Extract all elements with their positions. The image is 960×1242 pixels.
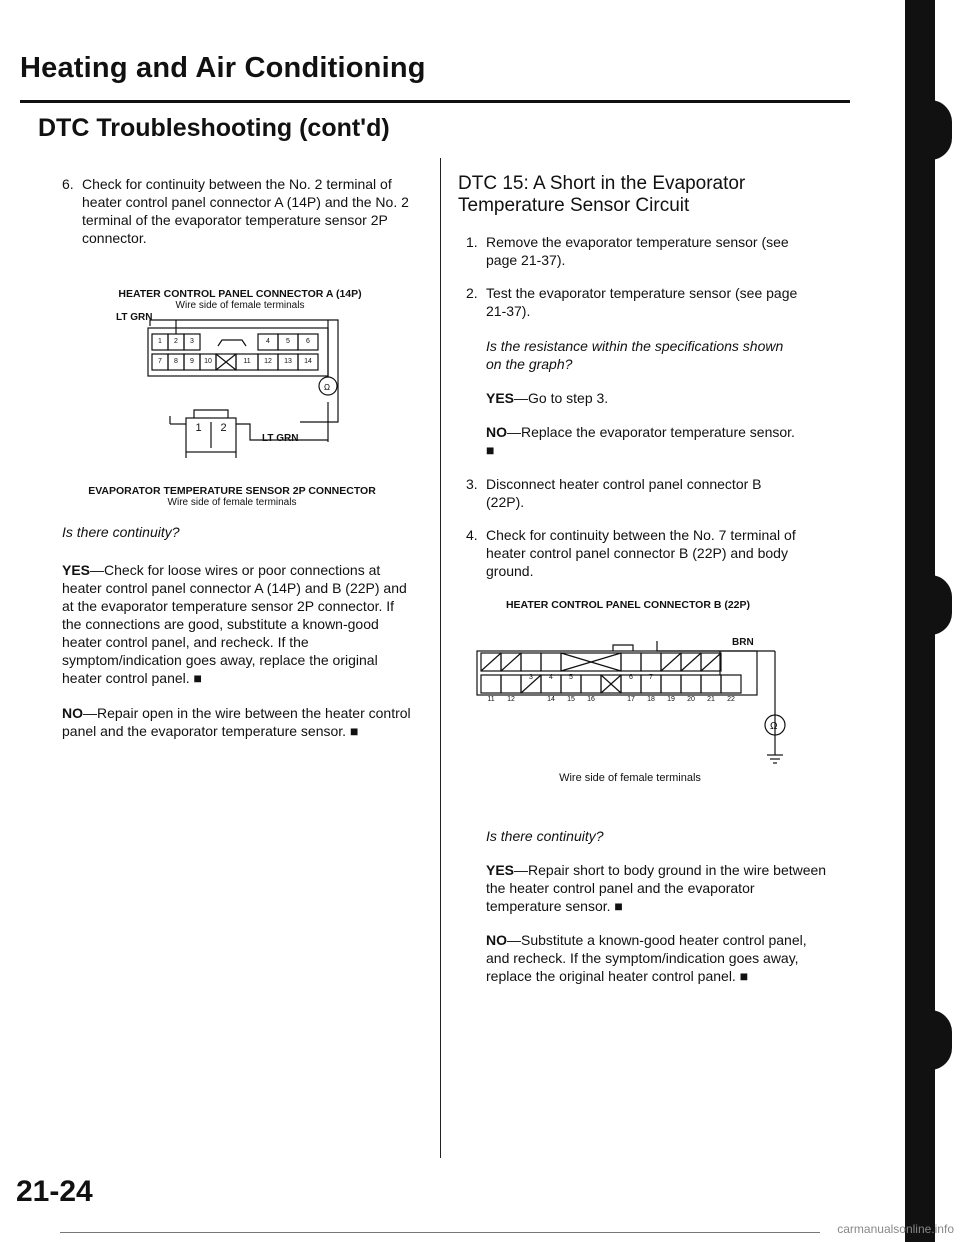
pin-number: 12 <box>264 358 272 365</box>
pin-number: 18 <box>647 696 655 703</box>
ohm-symbol: Ω <box>324 383 330 392</box>
pin-number: 14 <box>547 696 555 703</box>
no-label: NO <box>62 705 83 721</box>
pin-number: 1 <box>158 338 162 345</box>
pin-number: 9 <box>190 358 194 365</box>
step-text: Check for continuity between the No. 7 terminal of heater control panel connector B (22P) and body ground. <box>486 527 796 579</box>
step-2 <box>466 284 798 320</box>
ohm-symbol: Ω <box>770 721 778 732</box>
no-text: —Repair open in the wire between the heater control panel and the evaporator temperature sensor. <box>62 705 411 739</box>
footer-rule <box>60 1232 820 1233</box>
pin-number: 11 <box>243 358 251 365</box>
pin-number: 16 <box>587 696 595 703</box>
pin-number: 5 <box>569 674 573 681</box>
pin-number: 10 <box>204 358 212 365</box>
yes-label: YES <box>486 390 515 406</box>
step-text: Disconnect heater control panel connector B (22P). <box>486 476 762 510</box>
sensor-pin-number: 2 <box>220 422 227 434</box>
pin-number: 4 <box>549 674 553 681</box>
connector-a-subcaption: Wire side of female terminals <box>175 300 305 311</box>
pin-number: 7 <box>158 358 162 365</box>
yes-text: —Go to step 3. <box>514 390 609 406</box>
pin-number: 13 <box>284 358 292 365</box>
no-text: —Substitute a known-good heater control panel, and recheck. If the symptom/indication goes away, replace the original heater control panel. <box>486 932 807 984</box>
wire-color-label-2: LT GRN <box>262 433 299 444</box>
connector-b-caption: HEATER CONTROL PANEL CONNECTOR B (22P) <box>505 599 751 611</box>
pin-number: 15 <box>567 696 575 703</box>
pin-number: 11 <box>487 696 495 703</box>
dtc-title: DTC 15: A Short in the Evaporator Temperature Sensor Circuit <box>458 173 746 216</box>
connector-b-subcaption: Wire side of female terminals <box>559 772 701 784</box>
step-1 <box>466 233 798 269</box>
step-number: 6. <box>62 176 74 192</box>
pin-number: 6 <box>629 674 633 681</box>
no-answer-2: NO—Substitute a known-good heater control panel, and recheck. If the symptom/indication goes away, replace the original heater control panel. ■ <box>486 932 807 984</box>
pin-number: 12 <box>507 696 515 703</box>
right-column <box>458 173 798 580</box>
connector-a-diagram <box>110 312 350 474</box>
pin-number: 3 <box>529 674 533 681</box>
pin-number: 14 <box>304 358 312 365</box>
no-label: NO <box>486 932 507 948</box>
pin-number: 22 <box>727 696 735 703</box>
pin-number: 2 <box>174 338 178 345</box>
yes-text: —Check for loose wires or poor connections at heater control panel connector A (14P) and B (22P) and at the evaporator temperature sensor 2P connector. If the connections are good, substitute a known-good heater control panel, and recheck. If the symptom/indication goes away, replace the original heater control panel. <box>62 562 407 686</box>
wire-color-label-1: LT GRN <box>116 312 153 323</box>
pin-number: 3 <box>190 338 194 345</box>
pin-number: 7 <box>649 674 653 681</box>
connector-a-caption: HEATER CONTROL PANEL CONNECTOR A (14P) <box>118 288 362 300</box>
step-number: 1. <box>466 234 478 250</box>
yes-label: YES <box>486 862 515 878</box>
step-number: 3. <box>466 476 478 492</box>
left-column <box>62 175 410 247</box>
yes-text: —Repair short to body ground in the wire between the heater control panel and the evaporator temperature sensor. <box>486 862 827 914</box>
ground-icon <box>765 745 795 771</box>
connector-b-diagram <box>475 635 795 745</box>
column-divider <box>440 158 441 1158</box>
no-answer-1: NO—Replace the evaporator temperature sensor. ■ <box>486 424 795 458</box>
sensor-connector-subcaption: Wire side of female terminals <box>167 497 297 508</box>
watermark: carmanualsonline.info <box>837 1222 954 1236</box>
step-number: 2. <box>466 285 478 301</box>
pin-number: 21 <box>707 696 715 703</box>
yes-answer-2: YES—Repair short to body ground in the wire between the heater control panel and the evaporator temperature sensor. ■ <box>486 862 827 914</box>
step-number: 4. <box>466 527 478 543</box>
pin-number: 20 <box>687 696 695 703</box>
question-continuity: Is there continuity? <box>486 828 604 844</box>
page-number: 21-24 <box>16 1175 93 1208</box>
step-3 <box>466 475 798 511</box>
yes-answer: YES—Check for loose wires or poor connections at heater control panel connector A (14P) and B (22P) and at the evaporator temperature sensor 2P connector. If the connections are good, substitute a known-good heater control panel, and recheck. If the symptom/indication goes away, replace the original heater control panel. ■ <box>62 562 407 686</box>
right-answers <box>486 827 831 985</box>
no-answer: NO—Repair open in the wire between the heater control panel and the evaporator temperature sensor. ■ <box>62 705 411 739</box>
pin-number: 5 <box>286 338 290 345</box>
pin-number: 8 <box>174 358 178 365</box>
no-text: —Replace the evaporator temperature sensor. <box>507 424 795 440</box>
step-text: Check for continuity between the No. 2 terminal of heater control panel connector A (14P) and the No. 2 terminal of the evaporator temperature sensor 2P connector. <box>82 176 409 246</box>
yes-answer-1 <box>486 389 798 407</box>
wire-color-label: BRN <box>732 637 754 648</box>
left-answers <box>62 523 412 740</box>
no-label: NO <box>486 424 507 440</box>
pin-number: 6 <box>306 338 310 345</box>
question-resistance: Is the resistance within the specifications shown on the graph? <box>486 338 784 372</box>
pin-number: 17 <box>627 696 635 703</box>
step-text: Test the evaporator temperature sensor (see page 21-37). <box>486 285 798 319</box>
step-4 <box>466 526 798 580</box>
pin-number: 19 <box>667 696 675 703</box>
step-6 <box>62 175 410 247</box>
question: Is there continuity? <box>62 524 180 540</box>
title-rule <box>20 100 850 103</box>
sensor-connector-caption: EVAPORATOR TEMPERATURE SENSOR 2P CONNECTOR <box>88 485 376 497</box>
section-title: DTC Troubleshooting (cont'd) <box>38 114 390 142</box>
page-title: Heating and Air Conditioning <box>20 52 426 84</box>
sensor-pin-number: 1 <box>195 422 202 434</box>
yes-label: YES <box>62 562 91 578</box>
step-text: Remove the evaporator temperature sensor (see page 21-37). <box>486 234 789 268</box>
pin-number: 4 <box>266 338 270 345</box>
